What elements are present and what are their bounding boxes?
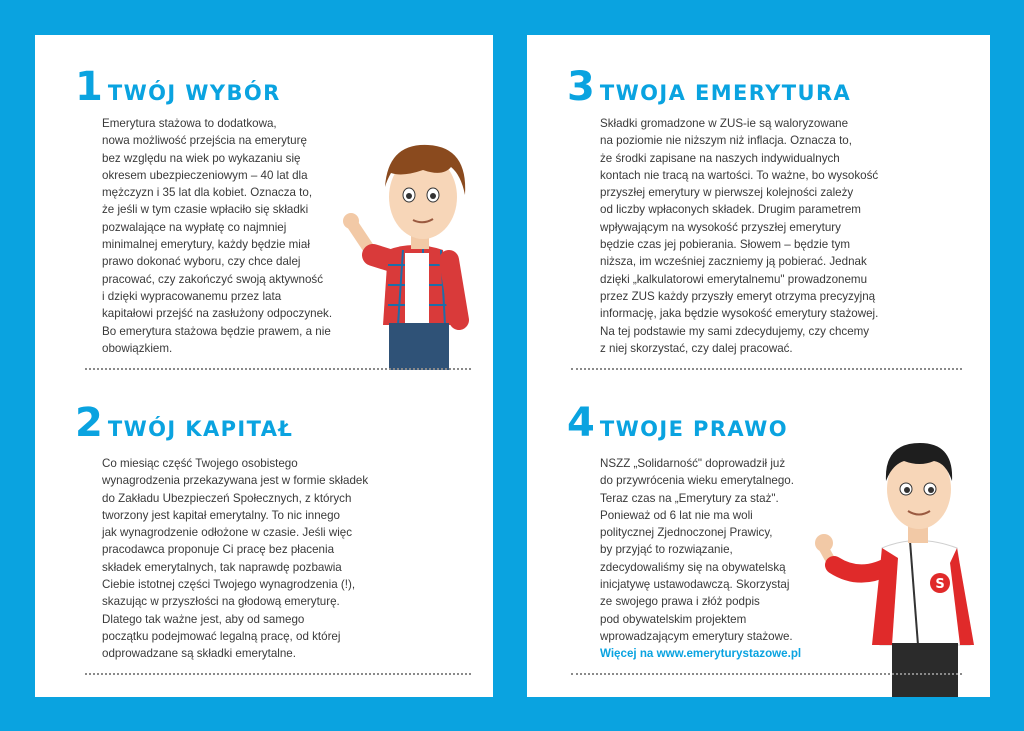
body-line: składek emerytalnych, tak naprawdę pozbawia xyxy=(102,560,342,574)
jacket-letter: S xyxy=(935,577,945,592)
section-divider xyxy=(571,368,962,370)
section-heading xyxy=(75,400,294,446)
body-line: tworzony jest kapitał emerytalny. To nic innego xyxy=(102,508,341,522)
body-line: pracodawca proponuje Ci pracę bez płacenia xyxy=(102,543,335,557)
body-line: obowiązkiem. xyxy=(102,341,173,355)
pointing-man-illustration xyxy=(333,115,493,370)
body-line: że środki zapisane na naszych indywidualnych xyxy=(600,151,840,165)
section-title: TWÓJ WYBÓR xyxy=(107,81,281,105)
body-line: bez względu na wiek po wykazaniu się xyxy=(102,151,301,165)
body-line: Teraz czas na „Emerytury za staż". xyxy=(600,491,779,505)
section-4 xyxy=(527,375,990,697)
body-line: zdecydowaliśmy się na obywatelską xyxy=(600,560,786,574)
website-link[interactable]: Więcej na www.emeryturystazowe.pl xyxy=(600,647,802,661)
section-number: 2 xyxy=(75,400,103,446)
body-line: kontach nie tracą na wartości. To ważne, bo wysokość xyxy=(600,168,879,182)
body-line: informację, jaka będzie wysokość emerytury stażowej. xyxy=(600,307,879,321)
section-divider xyxy=(85,673,471,675)
waving-man-illustration xyxy=(812,413,990,697)
body-line: Co miesiąc część Twojego osobistego xyxy=(102,457,298,470)
body-line: że jeśli w tym czasie wpłaciło się składki xyxy=(102,203,309,217)
section-divider xyxy=(571,673,962,675)
section-heading xyxy=(567,64,852,110)
body-line: przyszłej emerytury w pierwszej kolejności zależy xyxy=(600,186,854,200)
body-line: do przywrócenia wieku emerytalnego. xyxy=(600,474,794,488)
body-line: okresem ubezpieczeniowym – 40 lat dla xyxy=(102,168,308,182)
section-title: TWOJE PRAWO xyxy=(599,417,788,441)
body-line: i dzięki wypracowanemu przez lata xyxy=(102,289,282,303)
section-body xyxy=(600,115,878,357)
body-line: dzięki „kalkulatorowi emerytalnemu" prowadzonemu xyxy=(600,272,868,286)
left-page xyxy=(35,35,493,697)
body-line: ze swojego prawa i złóż podpis xyxy=(600,595,760,609)
body-line: odprowadzane są składki emerytalne. xyxy=(102,647,296,661)
body-line: Na tej podstawie my sami zdecydujemy, czy chcemy xyxy=(600,324,870,338)
body-line: wpływającym na wysokość przyszłej emerytury xyxy=(600,220,841,234)
section-number: 1 xyxy=(75,64,103,110)
body-line: nowa możliwość przejścia na emeryturę xyxy=(102,134,307,148)
body-line: Ponieważ od 6 lat nie ma woli xyxy=(600,508,753,522)
body-line: inicjatywę ustawodawczą. Skorzystaj xyxy=(600,578,790,592)
body-line: Bo emerytura stażowa będzie prawem, a nie xyxy=(102,324,331,338)
body-line: Emerytura stażowa to dodatkowa, xyxy=(102,117,277,130)
right-page xyxy=(527,35,990,697)
section-1 xyxy=(35,35,493,375)
body-line: pod obywatelskim projektem xyxy=(600,612,747,626)
body-line: z niej skorzystać, czy dalej pracować. xyxy=(600,341,793,355)
body-line: politycznej Zjednoczonej Prawicy, xyxy=(600,526,773,540)
body-line: będzie czas jej pobierania. Słowem – będzie tym xyxy=(600,238,851,252)
section-3 xyxy=(527,35,990,375)
body-line: od liczby wpłaconych składek. Drugim parametrem xyxy=(600,203,861,217)
body-line: przez ZUS każdy przyszły emeryt otrzyma precyzyjną xyxy=(600,289,876,303)
section-2 xyxy=(35,375,493,697)
section-heading xyxy=(75,64,281,110)
section-title: TWÓJ KAPITAŁ xyxy=(107,417,294,441)
body-line: NSZZ „Solidarność" doprowadził już xyxy=(600,457,786,470)
body-line: początku podejmować legalną pracę, od której xyxy=(102,629,341,643)
body-line: by przyjąć to rozwiązanie, xyxy=(600,543,733,557)
body-line: prawo dokonać wyboru, czy chce dalej xyxy=(102,255,301,269)
body-line: Ciebie istotnej części Twojego wynagrodzenia (!), xyxy=(102,578,356,592)
body-line: Składki gromadzone w ZUS-ie są waloryzowane xyxy=(600,117,849,130)
body-line: pracować, czy zakończyć swoją aktywność xyxy=(102,272,324,286)
body-line: wprowadzającym emerytury stażowe. xyxy=(600,629,793,643)
body-line: minimalnej emerytury, każdy będzie miał xyxy=(102,238,310,252)
body-line: jak wynagrodzenie odłożone w czasie. Jeśli więc xyxy=(102,526,353,540)
body-line: Dlatego tak ważne jest, aby od samego xyxy=(102,612,305,626)
body-line: mężczyzn i 35 lat dla kobiet. Oznacza to, xyxy=(102,186,313,200)
section-number: 4 xyxy=(567,400,595,446)
section-body xyxy=(102,115,332,357)
section-divider xyxy=(85,368,471,370)
body-line: skazując w przyszłości na głodową emeryturę. xyxy=(102,595,340,609)
body-line: niższa, im wcześniej zaczniemy ją pobierać. Jednak xyxy=(600,255,867,269)
section-heading xyxy=(567,400,788,446)
section-body xyxy=(102,455,368,663)
section-title: TWOJA EMERYTURA xyxy=(599,81,852,105)
body-line: kapitałowi przejść na zasłużony odpoczynek. xyxy=(102,307,333,321)
body-line: na poziomie nie niższym niż inflacja. Oznacza to, xyxy=(600,134,852,148)
section-number: 3 xyxy=(567,64,595,110)
body-line: pozwalające na wypłatę co najmniej xyxy=(102,220,287,234)
section-body xyxy=(600,455,801,663)
body-line: do Zakładu Ubezpieczeń Społecznych, z których xyxy=(102,491,352,505)
body-line: wynagrodzenia przekazywana jest w formie składek xyxy=(102,474,369,488)
